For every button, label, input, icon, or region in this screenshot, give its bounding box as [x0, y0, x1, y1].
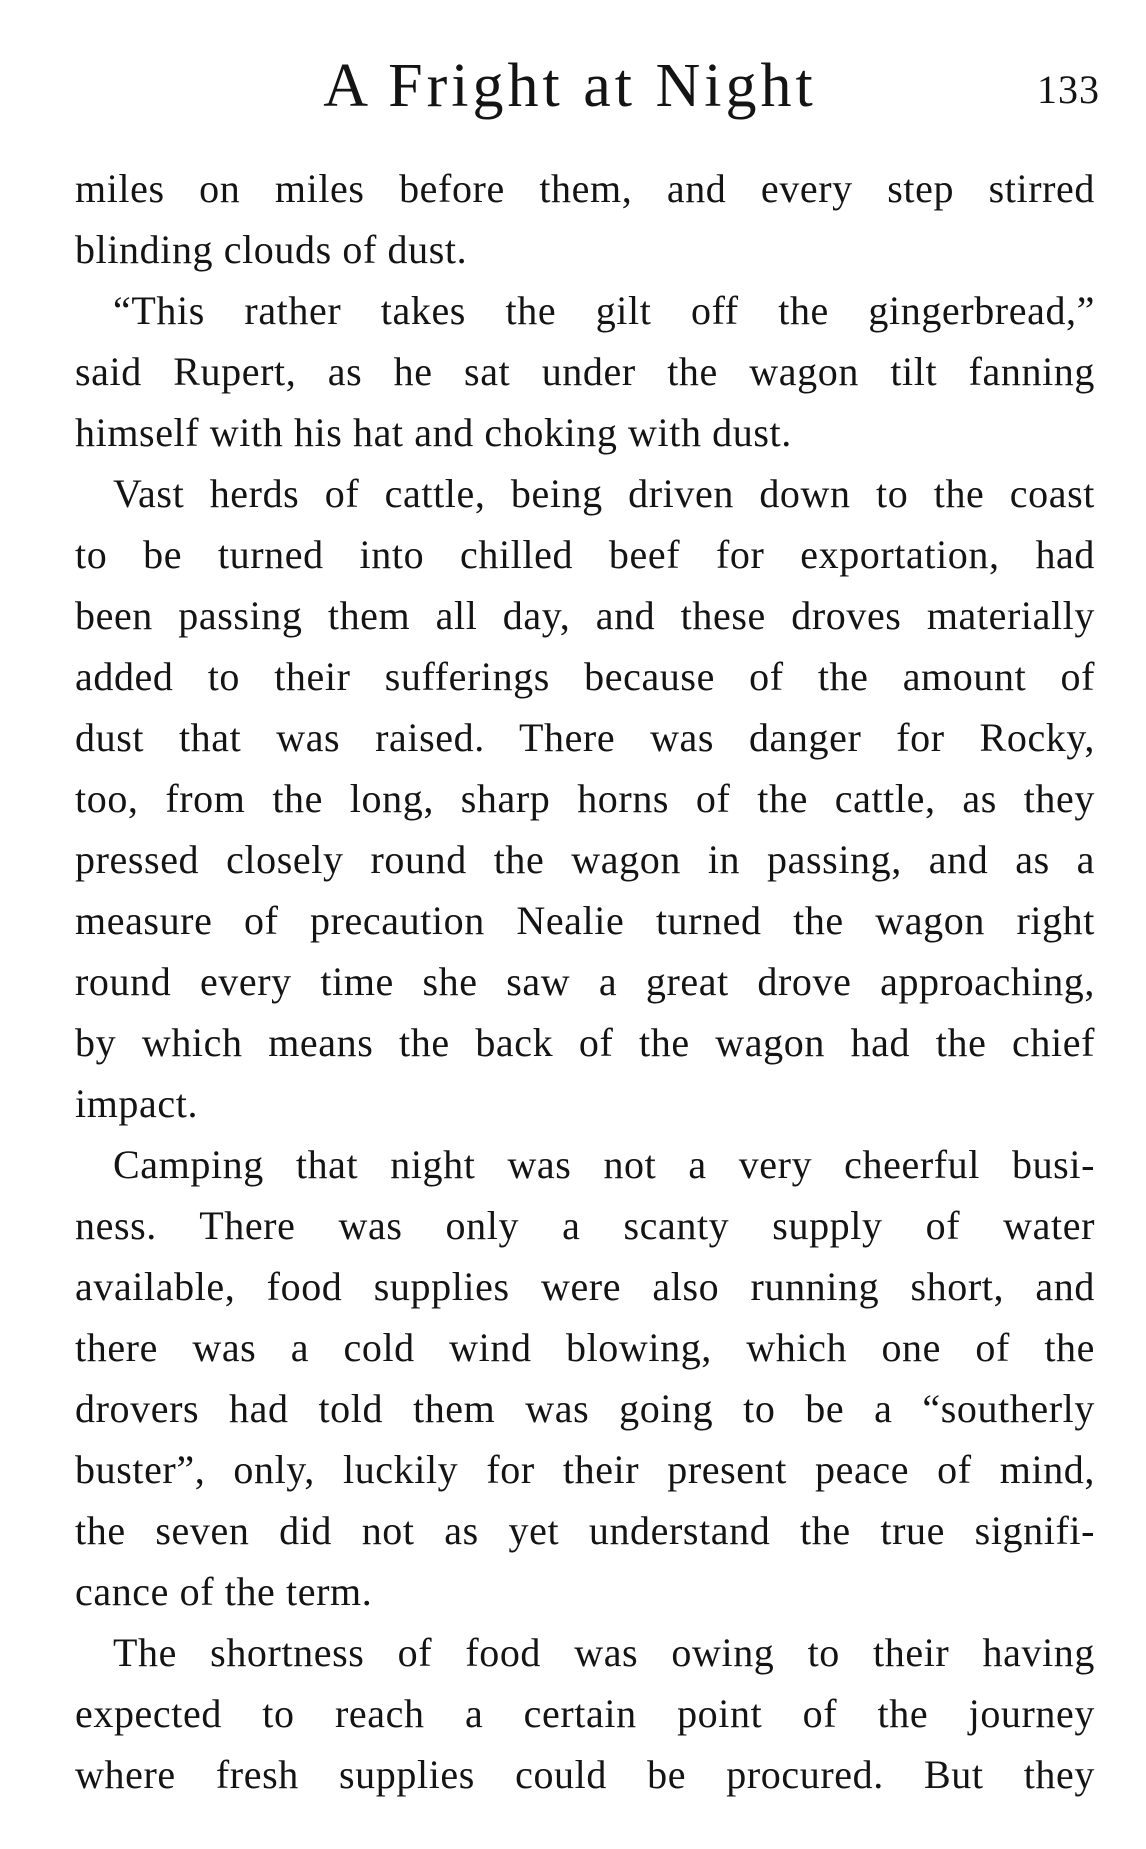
- text-line: impact.: [75, 1081, 199, 1126]
- text-line: pressed closely round the wagon in passing, and as a: [75, 837, 1095, 882]
- paragraph-1: [75, 158, 1095, 280]
- text-line: to be turned into chilled beef for exportation, had: [75, 532, 1095, 577]
- chapter-title: A Fright at Night: [323, 52, 817, 120]
- text-line: the seven did not as yet understand the true signifi-: [75, 1508, 1095, 1553]
- text-line: ness. There was only a scanty supply of water: [75, 1203, 1095, 1248]
- text-line: “This rather takes the gilt off the gingerbread,”: [113, 288, 1095, 333]
- text-line: been passing them all day, and these droves materially: [75, 593, 1095, 638]
- text-line: miles on miles before them, and every step stirred: [75, 166, 1095, 211]
- text-line: The shortness of food was owing to their having: [113, 1630, 1095, 1675]
- page-number: 133: [1037, 67, 1100, 112]
- paragraph-3: [75, 463, 1095, 1134]
- paragraph-5: [75, 1622, 1095, 1805]
- text-line: there was a cold wind blowing, which one of the: [75, 1325, 1095, 1370]
- text-line: where fresh supplies could be procured. But they: [75, 1752, 1095, 1797]
- text-line: measure of precaution Nealie turned the wagon right: [75, 898, 1095, 943]
- text-line: added to their sufferings because of the amount of: [75, 654, 1095, 699]
- text-line: too, from the long, sharp horns of the cattle, as they: [75, 776, 1095, 821]
- text-line: drovers had told them was going to be a “southerly: [75, 1386, 1095, 1431]
- text-line: cance of the term.: [75, 1569, 373, 1614]
- text-line: said Rupert, as he sat under the wagon tilt fanning: [75, 349, 1095, 394]
- running-head: [70, 46, 1100, 126]
- text-line: round every time she saw a great drove approaching,: [75, 959, 1095, 1004]
- text-line: blinding clouds of dust.: [75, 227, 468, 272]
- text-line: himself with his hat and choking with dust.: [75, 410, 792, 455]
- text-line: expected to reach a certain point of the journey: [75, 1691, 1095, 1736]
- paragraph-2: [75, 280, 1095, 463]
- text-line: available, food supplies were also running short, and: [75, 1264, 1095, 1309]
- text-line: Camping that night was not a very cheerful busi-: [113, 1142, 1095, 1187]
- paragraph-4: [75, 1134, 1095, 1622]
- text-line: dust that was raised. There was danger for Rocky,: [75, 715, 1095, 760]
- text-line: by which means the back of the wagon had the chief: [75, 1020, 1095, 1065]
- text-line: Vast herds of cattle, being driven down to the coast: [113, 471, 1095, 516]
- body-text: [75, 158, 1095, 1805]
- text-line: buster”, only, luckily for their present peace of mind,: [75, 1447, 1095, 1492]
